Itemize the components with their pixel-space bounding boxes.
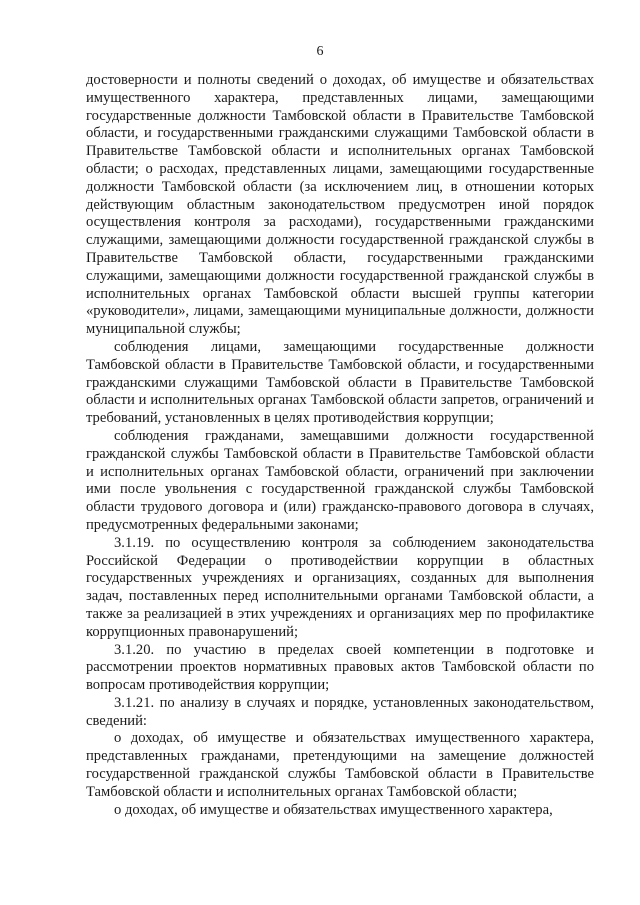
- page-number: 6: [316, 44, 324, 59]
- paragraph-clause-3-1-20: 3.1.20. по участию в пределах своей компетенции в подготовке и рассмотрении проектов нормативных правовых актов Тамбовской области по вопросам противодействия коррупции;: [86, 641, 594, 694]
- paragraph: соблюдения лицами, замещающими государственные должности Тамбовской области в Правительстве Тамбовской области, и государственными гражданскими служащими Тамбовской области в Правительстве Тамбовской области и исполнительных органах Тамбовской области запретов, ограничений и требований, установленных в целях противодействия коррупции;: [86, 338, 594, 427]
- document-body: [86, 72, 594, 819]
- paragraph: соблюдения гражданами, замещавшими должности государственной гражданской службы Тамбовской области в Правительстве Тамбовской области и исполнительных органах Тамбовской области, ограничений при заключении ими после увольнения с государственной гражданской службы Тамбовской области трудового договора и (или) гражданско-правового договора в случаях, предусмотренных федеральными законами;: [86, 427, 594, 533]
- paragraph: о доходах, об имуществе и обязательствах имущественного характера, представленных гражданами, претендующими на замещение должностей государственной гражданской службы Тамбовской области в Правительстве Тамбовской области и исполнительных органах Тамбовской области;: [86, 730, 594, 800]
- paragraph: о доходах, об имуществе и обязательствах имущественного характера,: [114, 801, 553, 818]
- paragraph-continuation: достоверности и полноты сведений о доходах, об имуществе и обязательствах имущественного характера, представленных лицами, замещающими государственные должности Тамбовской области в Правительстве Тамбовской области, и государственными гражданскими служащими Тамбовской области в Правительстве Тамбовской области и исполнительных органах Тамбовской области; о расходах, представленных лицами, замещающими государственные должности Тамбовской области (за исключением лиц, в отношении которых действующим областным законодательством предусмотрен иной порядок осуществления контроля за расходами), государственными гражданскими служащими, замещающими должности государственной гражданской службы в Правительстве Тамбовской области, государственными гражданскими служащими, замещающими должности государственной гражданской службы в исполнительных органах Тамбовской области высшей группы категории «руководители», лицами, замещающими муниципальные должности, должности муниципальной службы;: [86, 72, 594, 338]
- paragraph-clause-3-1-21: 3.1.21. по анализу в случаях и порядке, установленных законодательством, сведений:: [86, 694, 594, 729]
- paragraph-clause-3-1-19: 3.1.19. по осуществлению контроля за соблюдением законодательства Российской Федерации о противодействии коррупции в областных государственных учреждениях и организациях, созданных для выполнения задач, поставленных перед исполнительными органами Тамбовской области, а также за реализацией в этих учреждениях и организациях мер по профилактике коррупционных правонарушений;: [86, 534, 594, 640]
